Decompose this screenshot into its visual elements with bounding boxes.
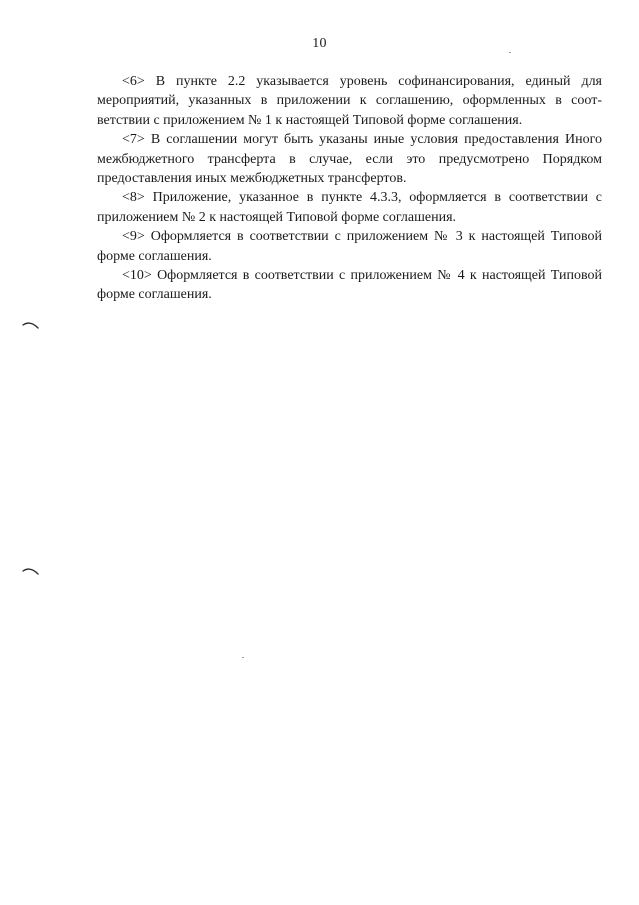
footnote-9: <9> Оформляется в соответствии с приложением № 3 к настоящей Типовой форме соглашения. xyxy=(97,229,602,264)
footnote-8: <8> Приложение, указанное в пункте 4.3.3, оформляется в соответствии с приложением № 2 к настоящей Типовой форме соглашения. xyxy=(97,190,602,225)
footnote-7: <7> В соглашении могут быть указаны иные условия предоставления Иного межбюджетного трансферта в случае, если это предусмотрено Порядком предоставления иных межбюджетных трансфертов. xyxy=(97,132,602,187)
footnotes-list xyxy=(97,72,602,305)
punch-hole-mark-icon xyxy=(22,320,40,332)
page-number: 10 xyxy=(312,36,327,51)
punch-hole-mark-icon xyxy=(22,566,40,578)
footnote-6: <6> В пункте 2.2 указывается уровень софинансирования, единый для мероприятий, указанных в приложении к соглашению, оформленных в соответствии с приложением № 1 к настоящей Типовой форме соглашения. xyxy=(97,74,602,128)
scan-speck xyxy=(242,657,244,658)
footnote-10: <10> Оформляется в соответствии с приложением № 4 к настоящей Типовой форме соглашения. xyxy=(97,268,602,303)
scan-speck xyxy=(509,52,511,53)
